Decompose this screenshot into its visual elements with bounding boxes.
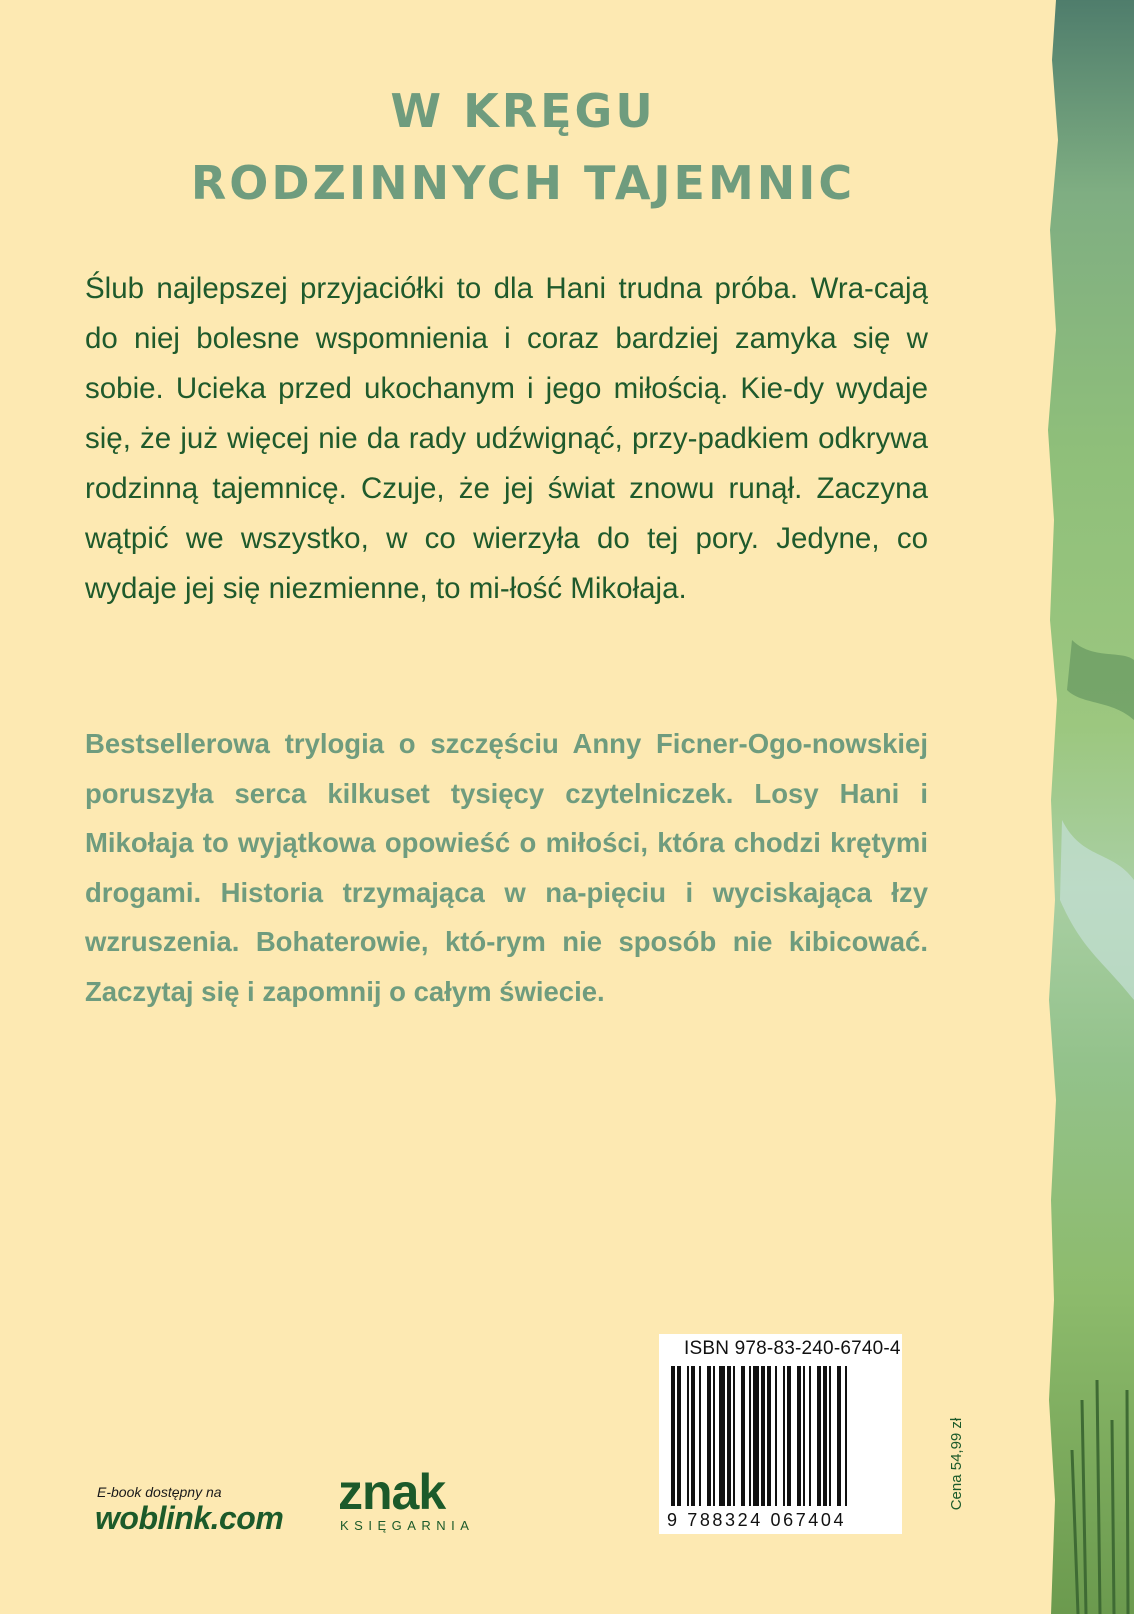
woblink-logo <box>95 1484 283 1536</box>
isbn-number: ISBN 978-83-240-6740-4 <box>684 1338 901 1359</box>
title-line-1: W KRĘGU <box>390 84 656 138</box>
ean-digits: 9 788324 067404 <box>667 1510 847 1530</box>
side-illustration <box>1042 0 1134 1614</box>
isbn-barcode <box>659 1334 902 1534</box>
woblink-brand: woblink.com <box>95 1500 284 1536</box>
book-blurb: Ślub najlepszej przyjaciółki to dla Hani trudna próba. Wra-cają do niej bolesne wspomnienia i coraz bardziej zamyka się w sobie. Ucieka przed ukochanym i jego miłością. Kie-dy wydaje się, że już więcej nie da rady udźwignąć, przy-padkiem odkrywa rodzinną tajemnicę. Czuje, że jej świat znowu runął. Zaczyna wątpić we wszystko, w co wierzyła do tej pory. Jedyne, co wydaje jej się niezmienne, to mi-łość Mikołaja. <box>85 272 928 605</box>
publisher-brand: znak <box>338 1464 446 1520</box>
title-line-2: RODZINNYCH TAJEMNIC <box>190 156 856 210</box>
promo-text: Bestsellerowa trylogia o szczęściu Anny Ficner-Ogo-nowskiej poruszyła serca kilkuset tysięcy czytelniczek. Losy Hani i Mikołaja to wyjątkowa opowieść o miłości, która chodzi krętymi drogami. Historia trzymająca w na-pięciu i wyciskająca łzy wzruszenia. Bohaterowie, któ-rym nie sposób nie kibicować. Zaczytaj się i zapomnij o całym świecie. <box>85 728 928 1007</box>
barcode-bars <box>667 1366 895 1506</box>
price-label: Cena 54,99 zł <box>948 1417 965 1511</box>
publisher-subtitle: KSIĘGARNIA <box>340 1518 475 1533</box>
publisher-logo <box>338 1466 478 1533</box>
woblink-note: E-book dostępny na <box>97 1484 222 1500</box>
